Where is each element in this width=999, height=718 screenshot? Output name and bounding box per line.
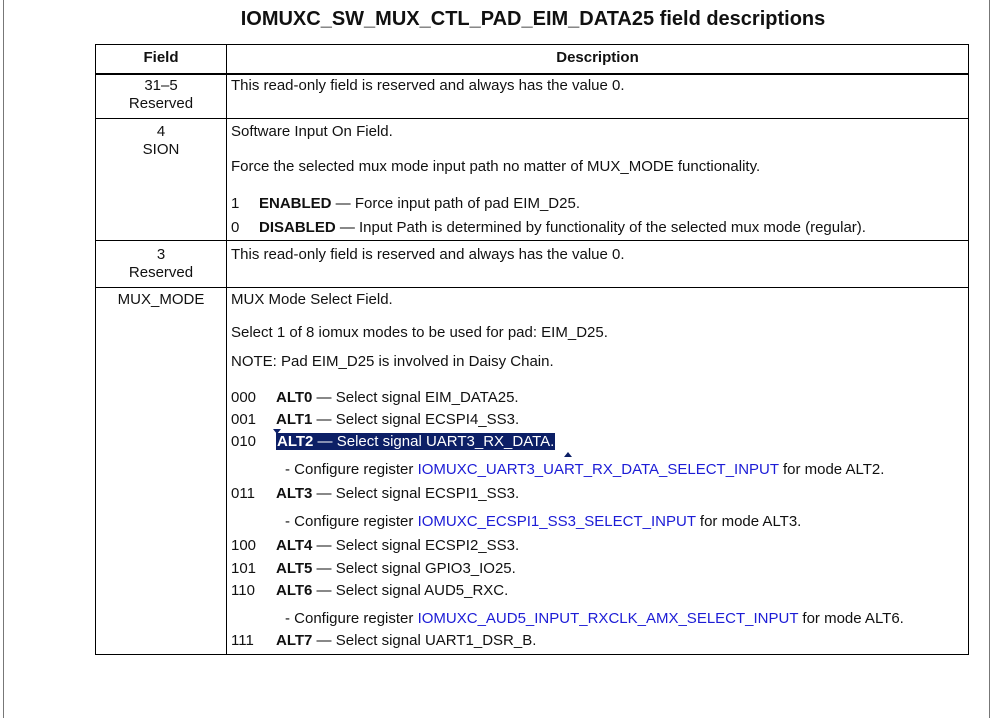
mode-code: 111: [231, 632, 254, 649]
selected-mode-description[interactable]: ALT2 — Select signal UART3_RX_DATA.: [277, 433, 555, 450]
field-description: Software Input On Field.: [231, 123, 393, 140]
field-name: SION: [142, 141, 180, 158]
field-description: This read-only field is reserved and always has the value 0.: [231, 246, 625, 263]
field-name: Reserved: [128, 95, 194, 112]
mode-description: ALT6 — Select signal AUD5_RXC.: [276, 582, 509, 599]
mode-code: 000: [231, 389, 257, 406]
mode-code: 010: [231, 433, 257, 450]
register-link[interactable]: IOMUXC_ECSPI1_SS3_SELECT_INPUT: [417, 513, 696, 530]
mode-description: ALT4 — Select signal ECSPI2_SS3.: [276, 537, 520, 554]
mode-description: ALT1 — Select signal ECSPI4_SS3.: [276, 411, 520, 428]
mode-code: 110: [231, 582, 255, 599]
register-link[interactable]: IOMUXC_AUD5_INPUT_RXCLK_AMX_SELECT_INPUT: [417, 610, 799, 627]
selection-start-handle[interactable]: [273, 429, 281, 434]
mode-code: 001: [231, 411, 257, 428]
mode-code: 100: [231, 537, 257, 554]
field-name: Reserved: [128, 264, 194, 281]
field-bits: 4: [156, 123, 166, 140]
configure-note: - Configure register IOMUXC_UART3_UART_RX_DATA_SELECT_INPUT for mode ALT2.: [285, 461, 885, 478]
field-descriptions-table: [95, 44, 969, 655]
field-description: Force the selected mux mode input path no matter of MUX_MODE functionality.: [231, 158, 761, 175]
value-code: 0: [231, 219, 240, 236]
value-description: ENABLED — Force input path of pad EIM_D25.: [259, 195, 580, 212]
field-description: MUX Mode Select Field.: [231, 291, 393, 308]
header-field: Field: [143, 49, 179, 66]
selection-end-handle[interactable]: [564, 452, 572, 457]
register-link[interactable]: IOMUXC_UART3_UART_RX_DATA_SELECT_INPUT: [417, 461, 779, 478]
field-description: Select 1 of 8 iomux modes to be used for pad: EIM_D25.: [231, 324, 608, 341]
mode-description: ALT5 — Select signal GPIO3_IO25.: [276, 560, 516, 577]
page-title: IOMUXC_SW_MUX_CTL_PAD_EIM_DATA25 field descriptions: [240, 8, 826, 30]
field-note: NOTE: Pad EIM_D25 is involved in Daisy Chain.: [231, 353, 554, 370]
value-description: DISABLED — Input Path is determined by functionality of the selected mux mode (regular).: [259, 219, 866, 236]
value-code: 1: [231, 195, 240, 212]
mode-code: 011: [231, 485, 255, 502]
mode-code: 101: [231, 560, 257, 577]
field-bits: 31–5: [144, 77, 178, 94]
mode-description: ALT3 — Select signal ECSPI1_SS3.: [276, 485, 520, 502]
configure-note: - Configure register IOMUXC_AUD5_INPUT_RXCLK_AMX_SELECT_INPUT for mode ALT6.: [285, 610, 904, 627]
mode-description: ALT0 — Select signal EIM_DATA25.: [276, 389, 519, 406]
field-description: This read-only field is reserved and always has the value 0.: [231, 77, 625, 94]
mode-description: ALT7 — Select signal UART1_DSR_B.: [276, 632, 537, 649]
page-edge-right: [989, 0, 990, 718]
field-name: MUX_MODE: [117, 291, 205, 308]
field-bits: 3: [156, 246, 166, 263]
header-description: Description: [556, 49, 639, 66]
page-edge-left: [3, 0, 4, 718]
configure-note: - Configure register IOMUXC_ECSPI1_SS3_SELECT_INPUT for mode ALT3.: [285, 513, 802, 530]
